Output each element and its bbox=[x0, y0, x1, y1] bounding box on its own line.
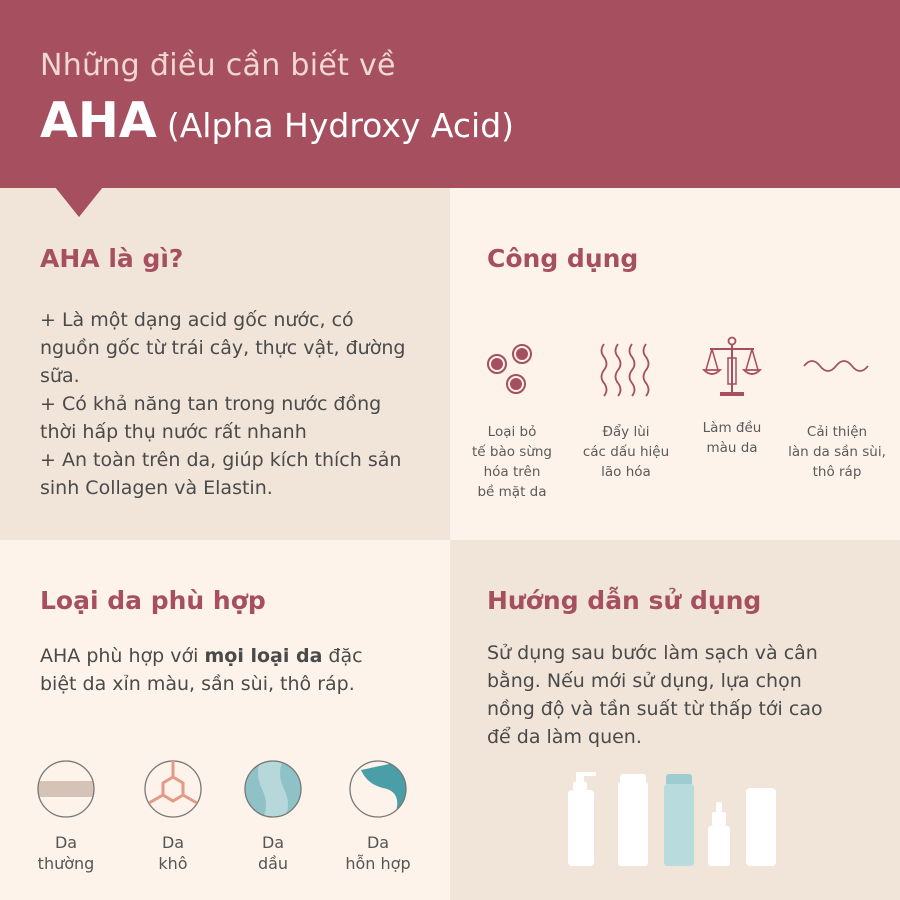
dead-cells-icon bbox=[482, 340, 542, 400]
benefits-title: Công dụng bbox=[487, 244, 639, 273]
skin-type-label-line: Da bbox=[54, 833, 78, 852]
skin-types-desc-line bbox=[40, 642, 440, 670]
usage-line: nồng độ và tần suất từ thấp tới cao bbox=[487, 698, 823, 720]
usage-text bbox=[487, 639, 892, 751]
benefit-label-line: Cải thiện bbox=[806, 424, 868, 440]
skin-types-panel bbox=[0, 540, 450, 900]
header-subtitle: Những điều cần biết về bbox=[40, 48, 396, 83]
oily-skin-icon bbox=[242, 758, 304, 820]
benefit-item bbox=[456, 340, 568, 502]
usage-panel bbox=[450, 540, 900, 900]
benefits-panel bbox=[450, 188, 900, 540]
skincare-bottles-illustration bbox=[560, 768, 790, 868]
what-is-title: AHA là gì? bbox=[40, 244, 184, 273]
skin-type-label-line: thường bbox=[37, 854, 95, 873]
normal-skin-icon bbox=[35, 758, 97, 820]
benefit-label-line: thô ráp bbox=[812, 464, 862, 480]
skin-type-label bbox=[213, 832, 333, 874]
smooth-wave-icon bbox=[802, 340, 872, 400]
benefit-label-line: Loại bỏ bbox=[487, 424, 537, 440]
skin-type-label-line: Da bbox=[366, 833, 390, 852]
header-pointer bbox=[55, 187, 103, 217]
benefit-label bbox=[676, 418, 788, 458]
what-is-line: + Có khả năng tan trong nước đồng bbox=[40, 393, 382, 415]
usage-line: để da làm quen. bbox=[487, 726, 642, 748]
benefit-item bbox=[778, 340, 896, 482]
benefit-label-line: màu da bbox=[706, 440, 758, 456]
what-is-line: thời hấp thụ nước rất nhanh bbox=[40, 421, 307, 443]
desc-text: đặc bbox=[322, 645, 363, 667]
header-banner bbox=[0, 0, 900, 188]
header-title bbox=[40, 92, 514, 149]
desc-text: AHA phù hợp với bbox=[40, 645, 205, 667]
usage-line: bằng. Nếu mới sử dụng, lựa chọn bbox=[487, 670, 802, 692]
skin-types-desc bbox=[40, 642, 440, 698]
what-is-text bbox=[40, 306, 440, 502]
benefit-item bbox=[570, 340, 682, 482]
desc-bold: mọi loại da bbox=[204, 645, 323, 667]
skin-type-label bbox=[6, 832, 126, 874]
skin-type-label-line: Da bbox=[261, 833, 285, 852]
benefit-label-line: làn da sần sùi, bbox=[788, 444, 886, 460]
what-is-line: sinh Collagen và Elastin. bbox=[40, 477, 273, 499]
pump-bottle-icon bbox=[568, 772, 596, 866]
usage-title: Hướng dẫn sử dụng bbox=[487, 586, 762, 615]
benefit-label bbox=[456, 422, 568, 502]
benefit-label-line: lão hóa bbox=[601, 464, 651, 480]
skin-type-label bbox=[318, 832, 438, 874]
benefit-label-line: các dấu hiệu bbox=[582, 444, 670, 460]
combination-skin-icon bbox=[347, 758, 409, 820]
skin-type-label-line: Da bbox=[161, 833, 185, 852]
benefit-label-line: bề mặt da bbox=[477, 484, 547, 500]
benefit-label-line: Đẩy lùi bbox=[602, 424, 650, 440]
skin-type-item bbox=[318, 758, 438, 874]
skin-type-label-line: khô bbox=[158, 854, 188, 873]
skin-types-title: Loại da phù hợp bbox=[40, 586, 266, 615]
balance-scale-icon bbox=[702, 336, 762, 400]
benefit-label bbox=[570, 422, 682, 482]
usage-line: Sử dụng sau bước làm sạch và cân bbox=[487, 642, 818, 664]
dry-skin-icon bbox=[142, 758, 204, 820]
white-bottle-icon bbox=[618, 774, 648, 866]
benefit-label-line: Làm đều bbox=[702, 420, 762, 436]
benefit-label-line: tế bào sừng bbox=[472, 444, 552, 460]
teal-bottle-icon bbox=[664, 774, 694, 866]
skin-types-desc-line: biệt da xỉn màu, sần sùi, thô ráp. bbox=[40, 673, 355, 695]
what-is-line: sữa. bbox=[40, 365, 80, 387]
what-is-line: nguồn gốc từ trái cây, thực vật, đường bbox=[40, 337, 406, 359]
header-title-bold: AHA bbox=[40, 92, 157, 149]
skin-type-label-line: dầu bbox=[257, 854, 289, 873]
skin-type-item bbox=[6, 758, 126, 874]
benefit-label bbox=[778, 422, 896, 482]
benefit-label-line: hóa trên bbox=[483, 464, 541, 480]
header-title-rest: (Alpha Hydroxy Acid) bbox=[166, 106, 515, 145]
benefit-item bbox=[676, 336, 788, 458]
what-is-line: + Là một dạng acid gốc nước, có bbox=[40, 309, 354, 331]
wavy-lines-icon bbox=[596, 340, 656, 400]
what-is-line: + An toàn trên da, giúp kích thích sản bbox=[40, 449, 402, 471]
skin-type-label-line: hỗn hợp bbox=[345, 854, 411, 873]
skin-type-item bbox=[213, 758, 333, 874]
what-is-panel bbox=[0, 188, 450, 540]
tube-icon bbox=[746, 788, 776, 866]
dropper-bottle-icon bbox=[708, 802, 730, 866]
